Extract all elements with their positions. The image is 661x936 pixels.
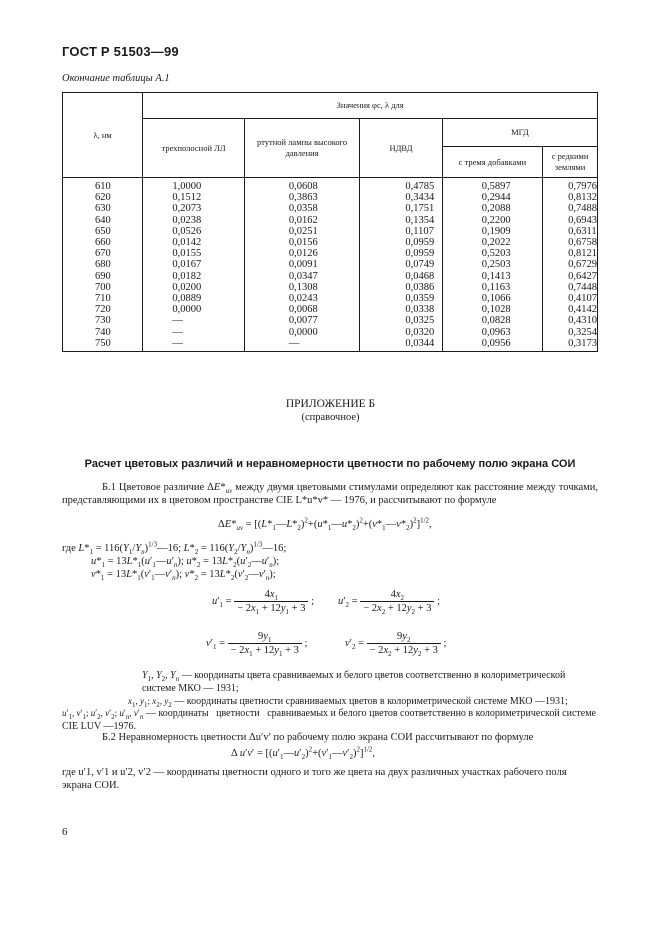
table-cell: 0,1751	[360, 203, 442, 214]
page-number: 6	[62, 826, 68, 838]
table-cell: 0,2022	[442, 237, 542, 248]
table-cell: 0,4310	[543, 315, 598, 326]
legend-xy-text: — координаты цветности сравниваемых цветов в колориметрической системе МКО —1931;	[174, 696, 568, 707]
table-row	[63, 203, 598, 214]
table-cell: 0,0251	[244, 226, 360, 237]
document-header: ГОСТ Р 51503—99	[62, 44, 179, 59]
table-cell: 0,0077	[244, 315, 360, 326]
table-caption: Окончание таблицы А.1	[62, 73, 170, 84]
table-row	[63, 192, 598, 203]
table-cell: 0,4142	[543, 304, 598, 315]
delta-e-symbol: $\Delta E*_{uv}$	[207, 482, 233, 496]
table-cell: 0,0526	[143, 226, 244, 237]
legend-uv: $u'_1$, $v'_1$; $u'_2$, $v'_2$; $u'_n$, $v'_n$ — координаты цветности сравниваемых и белого цветов соответственно в колориметрической системе CIE LUV —1976.	[62, 708, 596, 732]
table-cell: 610	[63, 178, 143, 193]
mgd-group-header: МГД	[442, 119, 597, 147]
table-cell: 0,7976	[543, 178, 598, 193]
col-mgd3-header: с тремя добавками	[442, 147, 542, 178]
table-cell: 0,0156	[244, 237, 360, 248]
table-cell: 1,0000	[143, 178, 244, 193]
table-cell: 0,2073	[143, 203, 244, 214]
table-row	[63, 178, 598, 193]
table-cell: 0,6311	[543, 226, 598, 237]
table-cell: 0,8132	[543, 192, 598, 203]
table-cell: 0,0359	[360, 293, 442, 304]
table-cell: 0,0828	[442, 315, 542, 326]
table-cell: —	[143, 327, 244, 338]
formula-u2: $u'_2$ = $\frac{4x_2}{- 2x_2 + 12y_2 + 3}$ ;	[338, 589, 440, 617]
table-cell: 0,0959	[360, 237, 442, 248]
table-cell: 0,3254	[543, 327, 598, 338]
b1-label: Б.1	[102, 482, 116, 493]
table-cell: 640	[63, 215, 143, 226]
section-title: Расчет цветовых различий и неравномерности цветности по рабочему полю экрана СОИ	[84, 458, 576, 470]
table-row	[63, 327, 598, 338]
table-cell: 710	[63, 293, 143, 304]
table-cell: 0,0000	[244, 327, 360, 338]
table-row	[63, 338, 598, 352]
table-row	[63, 248, 598, 259]
table-cell: 0,0956	[442, 338, 542, 352]
table-cell: 0,0386	[360, 282, 442, 293]
table-cell: 660	[63, 237, 143, 248]
table-cell: 0,0325	[360, 315, 442, 326]
table-cell: 0,4107	[543, 293, 598, 304]
table-cell: 0,0068	[244, 304, 360, 315]
table-row	[63, 259, 598, 270]
table-cell: 0,0344	[360, 338, 442, 352]
formula-l-star: где $L*_1$ = $116(Y_1/Y_n)^{1/3}—16$; $L*_2$ = $116(Y_2/Y_n)^{1/3}—16$;	[62, 540, 287, 557]
table-cell: 720	[63, 304, 143, 315]
table-row	[63, 215, 598, 226]
table-cell: 0,2503	[442, 259, 542, 270]
table-cell: 0,0000	[143, 304, 244, 315]
table-cell: 0,0358	[244, 203, 360, 214]
table-cell: 0,0749	[360, 259, 442, 270]
formula-u1: $u'_1$ = $\frac{4x_1}{- 2x_1 + 12y_1 + 3}$ ;	[212, 589, 314, 617]
appendix-title: ПРИЛОЖЕНИЕ Б	[285, 398, 376, 410]
table-cell: 0,1909	[442, 226, 542, 237]
table-cell: 0,0347	[244, 271, 360, 282]
table-cell: 0,0608	[244, 178, 360, 193]
table-cell: 0,3434	[360, 192, 442, 203]
table-cell: 0,1107	[360, 226, 442, 237]
group-header: Значения φc, λ для	[143, 93, 598, 119]
table-row	[63, 304, 598, 315]
table-row	[63, 271, 598, 282]
table-cell: 0,8121	[543, 248, 598, 259]
table-row	[63, 293, 598, 304]
table-cell: 700	[63, 282, 143, 293]
table-cell: 750	[63, 338, 143, 352]
table-row	[63, 226, 598, 237]
table-cell: 0,2200	[442, 215, 542, 226]
table-cell: —	[143, 315, 244, 326]
table-cell: —	[244, 338, 360, 352]
table-cell: 0,6758	[543, 237, 598, 248]
legend-uv-text-3: сравниваемых и белого цветов соответственно в колориметрической системе CIE LUV —1976.	[62, 708, 596, 732]
table-cell: 0,4785	[360, 178, 442, 193]
b1-text-start: Цветовое различие	[118, 482, 205, 493]
formula-v2: $v'_2$ = $\frac{9y_2}{- 2x_2 + 12y_2 + 3}$ ;	[345, 631, 447, 659]
table-cell: 680	[63, 259, 143, 270]
appendix-subtitle: (справочное)	[301, 412, 360, 423]
table-cell: 0,0243	[244, 293, 360, 304]
table-cell: 0,0468	[360, 271, 442, 282]
table-cell: 0,0167	[143, 259, 244, 270]
table-cell: 0,2944	[442, 192, 542, 203]
table-cell: 0,0959	[360, 248, 442, 259]
table-row	[63, 282, 598, 293]
col-mercury-header: ртутной лампы высокого давления	[244, 119, 360, 178]
table-cell: 0,0320	[360, 327, 442, 338]
formula-delta-e: $\Delta E*_{uv}$ = $[(L*_1—L*_2)^2+(u*_1—u*_2)^2+(v*_1—v*_2)^2]^{1/2}$,	[218, 516, 432, 533]
table-cell: 0,1066	[442, 293, 542, 304]
table-cell: 0,6943	[543, 215, 598, 226]
table-cell: 0,0889	[143, 293, 244, 304]
col-mgdre-header: с редкими землями	[543, 147, 598, 178]
formula-v-star: $v*_1$ = $13L*_1(v'_1—v'_n)$; $v*_2$ = $13L*_2(v'_2—v'_n)$;	[91, 569, 276, 583]
table-cell: 0,0200	[143, 282, 244, 293]
legend-xy: $x_1$, $y_1$; $x_2$, $y_2$ — координаты цветности сравниваемых цветов в колориметрической системе МКО —1931;	[128, 696, 568, 709]
col-trichrome-header: трехполосной ЛЛ	[143, 119, 244, 178]
legend-y-text: — координаты цвета сравниваемых и белого цветов соответственно в колориметрической системе МКО — 1931;	[142, 670, 566, 694]
table-cell: 0,0126	[244, 248, 360, 259]
table-cell: 0,0155	[143, 248, 244, 259]
formula-u-star: $u*_1$ = $13L*_1(u'_1—u'_n)$; $u*_2$ = $13L*_2(u'_2—u'_n)$;	[91, 556, 280, 570]
col-lambda-header: λ, нм	[63, 93, 143, 178]
table-cell: 0,5203	[442, 248, 542, 259]
table-row	[63, 315, 598, 326]
table-cell: 670	[63, 248, 143, 259]
table-cell: 0,0338	[360, 304, 442, 315]
final-note: где u′1, v′1 и u′2, v′2 — координаты цветности одного и того же цвета на двух различных участках рабочего поля экрана СОИ.	[62, 767, 567, 791]
table-cell: 0,6427	[543, 271, 598, 282]
paragraph-b1	[62, 481, 598, 507]
table-cell: 0,0162	[244, 215, 360, 226]
table-cell: 0,1028	[442, 304, 542, 315]
table-cell: 620	[63, 192, 143, 203]
table-cell: 0,1512	[143, 192, 244, 203]
table-cell: 0,3173	[543, 338, 598, 352]
table-cell: 690	[63, 271, 143, 282]
where-word: где	[62, 543, 76, 554]
table-cell: 0,1163	[442, 282, 542, 293]
table-cell: 0,0963	[442, 327, 542, 338]
col-ndvd-header: НДВД	[360, 119, 442, 178]
table-row	[63, 237, 598, 248]
table-cell: 0,0182	[143, 271, 244, 282]
table-cell: 0,7488	[543, 203, 598, 214]
table-body	[63, 178, 598, 352]
table-cell: 0,0238	[143, 215, 244, 226]
formula-delta-uv: Δ $u'v' = [(u'_1—u'_2)^2+(v'_1—v'_2)^2]^{1/2}$,	[231, 745, 376, 762]
table-cell: 0,3863	[244, 192, 360, 203]
table-cell: 0,1308	[244, 282, 360, 293]
legend-uv-text-2: цветности	[216, 708, 260, 719]
formula-v1: $v'_1$ = $\frac{9y_1}{- 2x_1 + 12y_1 + 3}$ ;	[206, 631, 308, 659]
table-cell: 630	[63, 203, 143, 214]
table-cell: 0,7448	[543, 282, 598, 293]
table-cell: 0,0091	[244, 259, 360, 270]
table-cell: 0,2088	[442, 203, 542, 214]
table-cell: 730	[63, 315, 143, 326]
legend-uv-text-1: — координаты	[145, 708, 209, 719]
table-cell: —	[143, 338, 244, 352]
b1-text-end: между двумя цветовыми стимулами определяют как расстояние между точками, представляющими их в цветовом пространстве CIE L*u*v* — 1976, и рассчитывают по формуле	[62, 482, 599, 506]
table-cell: 0,6729	[543, 259, 598, 270]
table-cell: 0,1354	[360, 215, 442, 226]
table-cell: 0,0142	[143, 237, 244, 248]
table-cell: 0,5897	[442, 178, 542, 193]
table-cell: 650	[63, 226, 143, 237]
paragraph-b2: Б.2 Неравномерность цветности Δu′v′ по рабочему полю экрана СОИ рассчитывают по формуле	[102, 732, 534, 743]
table-cell: 0,1413	[442, 271, 542, 282]
table-cell: 740	[63, 327, 143, 338]
spectral-table	[62, 92, 598, 352]
legend-y: $Y_1$, $Y_2$, $Y_n$ — координаты цвета сравниваемых и белого цветов соответственно в колориметрической системе МКО — 1931;	[142, 670, 566, 694]
